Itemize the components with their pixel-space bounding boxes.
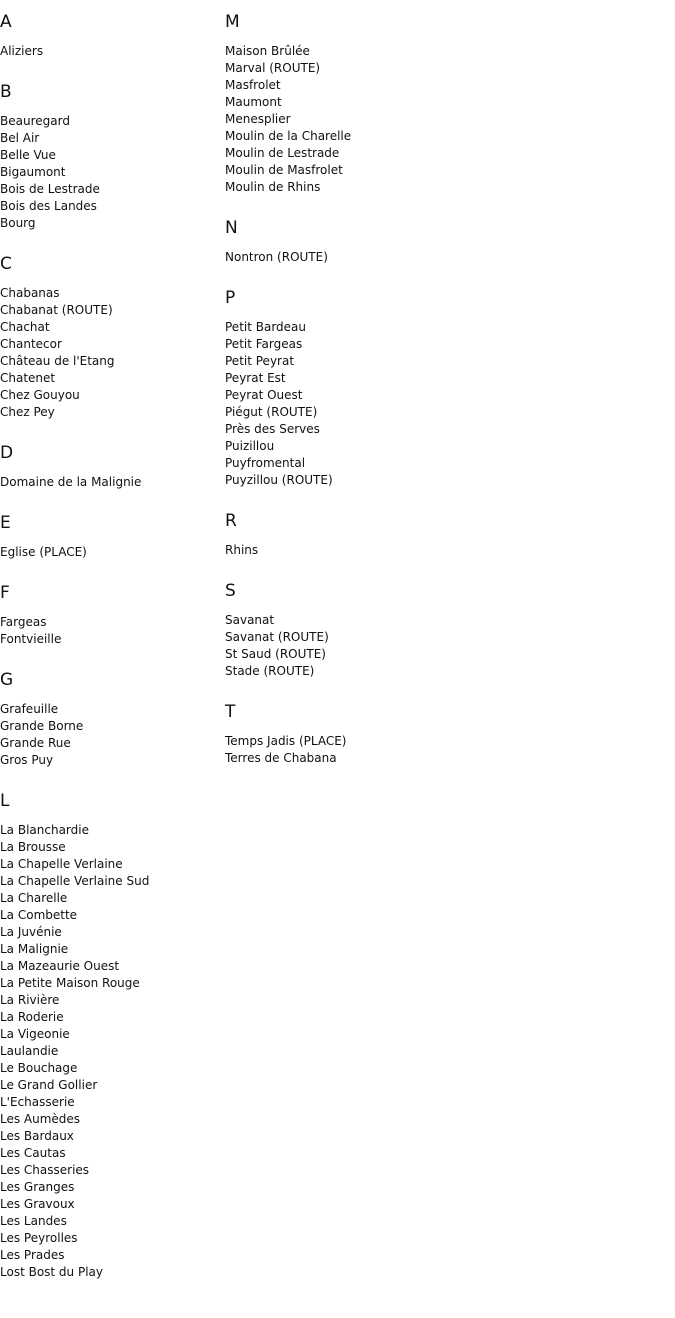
place-link[interactable]: Petit Fargeas (225, 337, 303, 351)
place-link[interactable]: La Combette (0, 908, 78, 922)
section-letter-heading: R (225, 511, 237, 531)
place-link[interactable]: Chatenet (0, 371, 56, 385)
place-link[interactable]: Peyrat Ouest (225, 388, 303, 402)
place-link[interactable]: Bel Air (0, 131, 40, 145)
place-link[interactable]: La Chapelle Verlaine Sud (0, 874, 150, 888)
place-link[interactable]: Chantecor (0, 337, 62, 351)
place-list (225, 542, 525, 559)
place-link[interactable]: La Chapelle Verlaine (0, 857, 123, 871)
place-link[interactable]: Lost Bost du Play (0, 1265, 103, 1279)
place-link[interactable]: Puyzillou (ROUTE) (225, 473, 333, 487)
place-link[interactable]: Moulin de Rhins (225, 180, 321, 194)
place-link[interactable]: Temps Jadis (PLACE) (225, 734, 347, 748)
place-link[interactable]: Maison Brûlée (225, 44, 310, 58)
place-link[interactable]: Savanat (225, 613, 275, 627)
place-link[interactable]: Grafeuille (0, 702, 59, 716)
letter-section-a (0, 12, 220, 60)
place-link[interactable]: Petit Peyrat (225, 354, 295, 368)
place-link[interactable]: Savanat (ROUTE) (225, 630, 329, 644)
section-letter-heading: C (0, 254, 12, 274)
letter-section-l (0, 791, 220, 1281)
place-link[interactable]: Les Landes (0, 1214, 67, 1228)
place-link[interactable]: Puyfromental (225, 456, 306, 470)
place-link[interactable]: Menesplier (225, 112, 291, 126)
place-link[interactable]: Petit Bardeau (225, 320, 307, 334)
place-link[interactable]: Chez Gouyou (0, 388, 80, 402)
place-list (0, 701, 220, 769)
letter-section-p (225, 288, 525, 489)
section-letter-heading: S (225, 581, 236, 601)
place-list (225, 249, 525, 266)
place-link[interactable]: Les Prades (0, 1248, 65, 1262)
place-link[interactable]: Beauregard (0, 114, 70, 128)
place-link[interactable]: Près des Serves (225, 422, 320, 436)
place-link[interactable]: Bigaumont (0, 165, 66, 179)
letter-section-m (225, 12, 525, 196)
place-link[interactable]: Chabanat (ROUTE) (0, 303, 113, 317)
place-link[interactable]: Le Grand Gollier (0, 1078, 98, 1092)
place-link[interactable]: Bois des Landes (0, 199, 97, 213)
letter-section-c (0, 254, 220, 421)
section-letter-heading: A (0, 12, 12, 32)
place-list (0, 113, 220, 232)
letter-section-d (0, 443, 220, 491)
place-link[interactable]: La Petite Maison Rouge (0, 976, 140, 990)
letter-section-g (0, 670, 220, 769)
place-link[interactable]: Belle Vue (0, 148, 56, 162)
place-link[interactable]: Puizillou (225, 439, 275, 453)
place-link[interactable]: Fontvieille (0, 632, 62, 646)
letter-section-s (225, 581, 525, 680)
section-letter-heading: L (0, 791, 10, 811)
section-letter-heading: E (0, 513, 11, 533)
section-letter-heading: F (0, 583, 10, 603)
place-link[interactable]: Chachat (0, 320, 50, 334)
section-letter-heading: N (225, 218, 238, 238)
letter-section-r (225, 511, 525, 559)
place-link[interactable]: Aliziers (0, 44, 44, 58)
place-link[interactable]: Chez Pey (0, 405, 55, 419)
place-link[interactable]: La Vigeonie (0, 1027, 70, 1041)
place-link[interactable]: Terres de Chabana (225, 751, 337, 765)
section-letter-heading: M (225, 12, 240, 32)
place-link[interactable]: La Charelle (0, 891, 68, 905)
place-list (0, 544, 220, 561)
place-link[interactable]: Fargeas (0, 615, 47, 629)
letter-section-f (0, 583, 220, 648)
place-link[interactable]: La Mazeaurie Ouest (0, 959, 120, 973)
section-letter-heading: B (0, 82, 12, 102)
letter-section-b (0, 82, 220, 232)
place-link[interactable]: Les Aumèdes (0, 1112, 81, 1126)
left-column (0, 12, 220, 1303)
place-link[interactable]: Les Chasseries (0, 1163, 90, 1177)
place-link[interactable]: Château de l'Etang (0, 354, 115, 368)
place-list (225, 612, 525, 680)
place-link[interactable]: La Malignie (0, 942, 69, 956)
place-link[interactable]: Piégut (ROUTE) (225, 405, 318, 419)
place-list (0, 285, 220, 421)
right-column (225, 12, 525, 789)
place-link[interactable]: Marval (ROUTE) (225, 61, 321, 75)
place-link[interactable]: Moulin de Lestrade (225, 146, 340, 160)
place-link[interactable]: Stade (ROUTE) (225, 664, 315, 678)
place-link[interactable]: Laulandie (0, 1044, 59, 1058)
section-letter-heading: P (225, 288, 236, 308)
place-link[interactable]: La Brousse (0, 840, 66, 854)
place-list (0, 474, 220, 491)
place-link[interactable]: Domaine de la Malignie (0, 475, 142, 489)
place-link[interactable]: La Juvénie (0, 925, 62, 939)
place-list (0, 822, 220, 1281)
place-list (225, 733, 525, 767)
letter-section-t (225, 702, 525, 767)
place-link[interactable]: St Saud (ROUTE) (225, 647, 326, 661)
place-link[interactable]: Moulin de la Charelle (225, 129, 352, 143)
section-letter-heading: D (0, 443, 14, 463)
place-list (0, 614, 220, 648)
place-link[interactable]: Peyrat Est (225, 371, 286, 385)
place-link[interactable]: Les Cautas (0, 1146, 66, 1160)
place-link[interactable]: Bois de Lestrade (0, 182, 100, 196)
place-link[interactable]: Gros Puy (0, 753, 54, 767)
place-list (225, 43, 525, 196)
letter-section-e (0, 513, 220, 561)
place-link[interactable]: Eglise (PLACE) (0, 545, 87, 559)
place-link[interactable]: Chabanas (0, 286, 60, 300)
place-link[interactable]: L'Echasserie (0, 1095, 75, 1109)
place-link[interactable]: Grande Borne (0, 719, 84, 733)
place-link[interactable]: La Blanchardie (0, 823, 89, 837)
place-link[interactable]: Le Bouchage (0, 1061, 78, 1075)
place-link[interactable]: Bourg (0, 216, 36, 230)
place-link[interactable]: Moulin de Masfrolet (225, 163, 343, 177)
place-link[interactable]: La Roderie (0, 1010, 64, 1024)
section-letter-heading: G (0, 670, 14, 690)
place-list (0, 43, 220, 60)
place-link[interactable]: Maumont (225, 95, 282, 109)
place-link[interactable]: Rhins (225, 543, 259, 557)
place-link[interactable]: Les Granges (0, 1180, 75, 1194)
place-link[interactable]: Grande Rue (0, 736, 71, 750)
place-list (225, 319, 525, 489)
place-link[interactable]: La Rivière (0, 993, 60, 1007)
place-link[interactable]: Les Gravoux (0, 1197, 75, 1211)
place-link[interactable]: Les Peyrolles (0, 1231, 78, 1245)
place-link[interactable]: Masfrolet (225, 78, 281, 92)
place-link[interactable]: Nontron (ROUTE) (225, 250, 328, 264)
letter-section-n (225, 218, 525, 266)
section-letter-heading: T (225, 702, 236, 722)
place-link[interactable]: Les Bardaux (0, 1129, 74, 1143)
